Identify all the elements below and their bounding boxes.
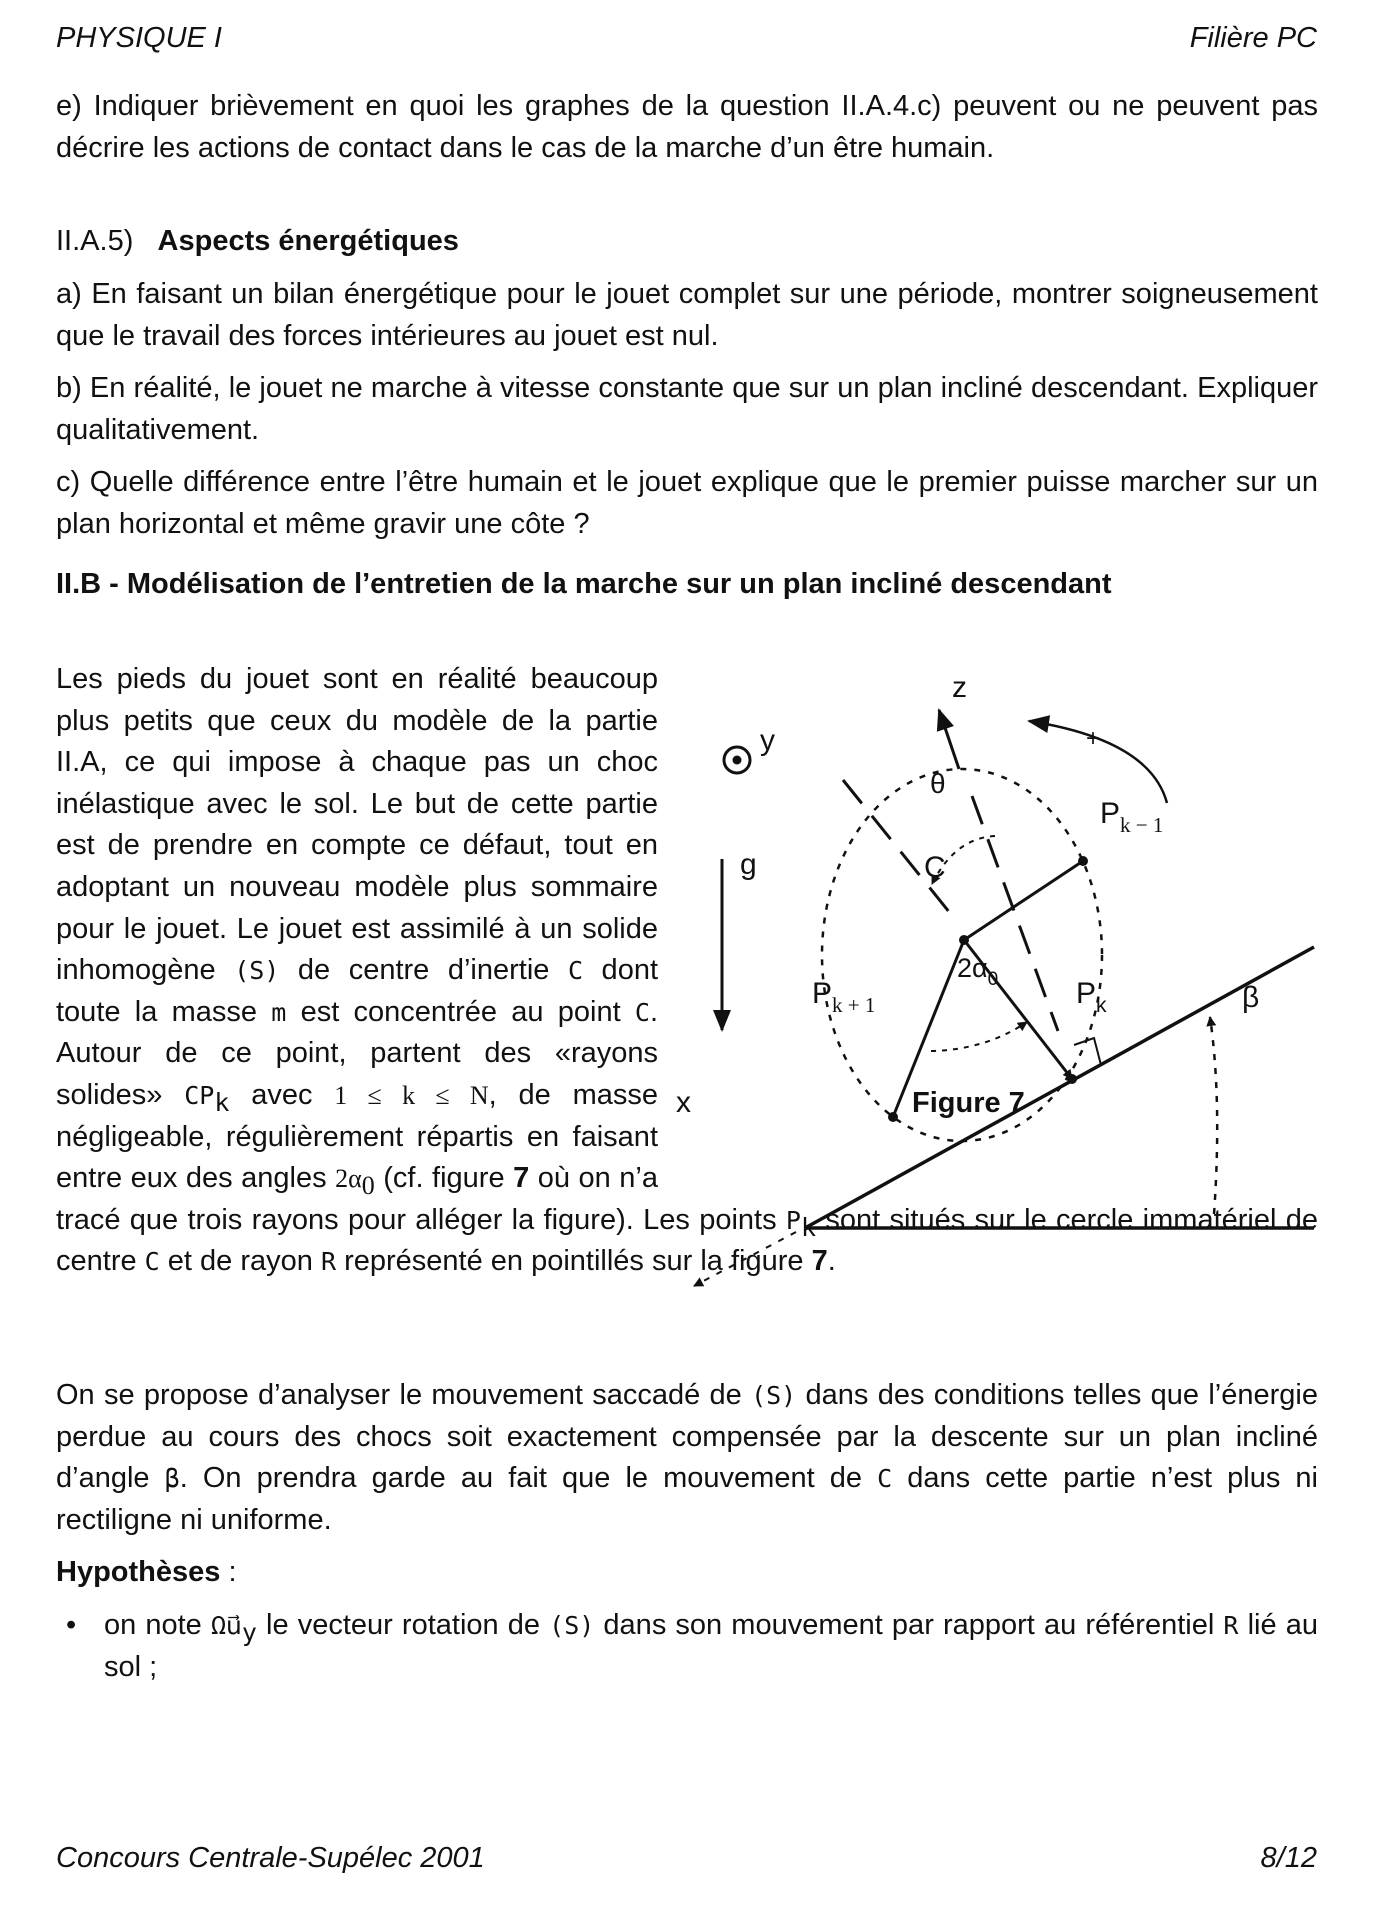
math: 2α	[335, 1164, 362, 1194]
math: C	[634, 997, 650, 1027]
question-a: a) En faisant un bilan énergétique pour le jouet complet sur une période, montrer soigneusement que le travail des forces intérieures au jouet est nul.	[56, 278, 1318, 352]
label-g: g	[740, 848, 757, 881]
dashed-line	[843, 780, 950, 913]
point-c	[959, 935, 969, 945]
math: (S)	[549, 1611, 595, 1640]
text: dans son mouvement par rapport au référentiel	[594, 1609, 1224, 1641]
text: sont situés sur le cercle immatériel de centre	[56, 1203, 1318, 1278]
question-e: e) Indiquer brièvement en quoi les graphes de la question II.A.4.c) peuvent ou ne peuvent pas décrire les actions de contact dans le cas de la marche d’un être humain.	[56, 90, 1318, 164]
header-track: Filière PC	[1189, 22, 1317, 54]
section-title: Aspects énergétiques	[157, 225, 459, 257]
beta-arc	[1210, 1017, 1217, 1214]
text: et de rayon	[159, 1245, 321, 1278]
bullet-icon: •	[66, 1609, 77, 1641]
label-two-alpha-0: $2\alpha_0$	[957, 953, 999, 990]
text: le vecteur rotation de	[256, 1609, 550, 1641]
label-x: x	[676, 1086, 691, 1119]
math: CP	[184, 1080, 215, 1110]
page-number: 8/12	[1260, 1842, 1317, 1874]
text: . Autour de ce point, partent des «rayons solides»	[56, 995, 659, 1111]
out-of-plane-dot	[733, 756, 742, 765]
label-p-k-minus-1: $P_{k - 1}$	[1100, 797, 1164, 837]
point-p-k	[1067, 1074, 1077, 1084]
math: C	[567, 956, 584, 986]
math: C	[144, 1247, 160, 1277]
label-p-k-plus-1: $P_{k + 1}$	[812, 977, 876, 1017]
text: On se propose d’analyser le mouvement saccadé de	[56, 1379, 752, 1411]
inclined-plane	[805, 947, 1314, 1228]
point-p-k-minus-1	[1078, 856, 1088, 866]
label-beta: β	[1242, 981, 1260, 1014]
point-p-k-plus-1	[888, 1112, 898, 1122]
label-plus: +	[1086, 725, 1101, 752]
math: C	[877, 1464, 893, 1494]
text: où on n’a tracé que trois rayons pour alléger la figure). Les points	[56, 1162, 786, 1236]
figure-caption: Figure 7	[912, 1087, 1025, 1119]
text: on note	[104, 1609, 211, 1641]
math: 1 ≤ k ≤ N	[334, 1080, 489, 1110]
question-b: b) En réalité, le jouet ne marche à vitesse constante que sur un plan incliné descendant. Expliquer qualitativement.	[56, 372, 1318, 446]
math: R	[1223, 1611, 1239, 1640]
header-subject: PHYSIQUE I	[56, 22, 222, 54]
label-y: y	[760, 724, 775, 757]
math: P	[785, 1205, 801, 1235]
section-number: II.A.5)	[56, 225, 134, 257]
math: R	[320, 1247, 337, 1277]
text: dans cette partie n’est plus ni rectiligne ni uniforme.	[56, 1462, 1318, 1536]
text: Les pieds du jouet sont en réalité beaucoup plus petits que ceux du modèle de la partie II.A, ce qui impose à chaque pas un choc inélastique avec le sol. Le but de cette partie est de prendre en compte ce défaut, tout en adoptant un nouveau modèle plus sommaire pour le jouet. Le jouet est assimilé à un solide inhomogène	[56, 663, 658, 987]
footer-contest: Concours Centrale-Supélec 2001	[56, 1842, 485, 1874]
math: (S)	[751, 1381, 797, 1410]
hypotheses-title: Hypothèses	[56, 1556, 221, 1588]
label-z: z	[952, 671, 967, 704]
question-c: c) Quelle différence entre l’être humain et le jouet explique que le premier puisse marcher sur un plan horizontal et même gravir une côte ?	[56, 466, 1318, 540]
right-angle-mark	[1074, 1038, 1101, 1065]
text: dans des conditions telles que l’énergie perdue au cours des chocs soit exactement compensée par la descente sur un plan incliné d’angle	[56, 1379, 1318, 1495]
dashed-line	[972, 796, 1058, 1031]
label-p-k: $P_k$	[1076, 977, 1107, 1017]
subscript: y	[241, 1617, 257, 1647]
label-c: C	[924, 851, 946, 884]
text: (cf. figure	[374, 1162, 514, 1195]
two-alpha-arc	[931, 1022, 1027, 1051]
ray-cp-k-minus-1	[964, 861, 1083, 940]
text: représenté en pointillés sur la figure	[336, 1245, 812, 1278]
subscript: 0	[361, 1170, 375, 1200]
math: β	[164, 1464, 180, 1494]
figure-ref: 7	[513, 1162, 530, 1195]
label-theta: θ	[930, 768, 946, 799]
math: m	[271, 997, 287, 1027]
subscript: k	[214, 1087, 230, 1117]
text: , de masse négligeable, régulièrement répartis en faisant entre eux des angles	[56, 1078, 658, 1195]
math: Ωu⃗	[210, 1611, 242, 1640]
x-axis-arrow	[694, 1232, 796, 1286]
text: dont toute la masse	[56, 954, 659, 1028]
text: .	[827, 1245, 836, 1278]
text: lié au sol ;	[104, 1609, 1318, 1683]
section-heading-b: II.B - Modélisation de l’entretien de la marche sur un plan incliné descendant	[56, 568, 1112, 600]
subscript: k	[800, 1212, 817, 1242]
text: est concentrée au point	[286, 995, 635, 1028]
z-axis-arrow	[939, 710, 959, 769]
text: . On prendra garde au fait que le mouvement de	[179, 1462, 878, 1495]
figure-ref: 7	[811, 1245, 828, 1278]
text: de centre d’inertie	[279, 954, 568, 987]
text: avec	[229, 1078, 335, 1111]
math: (S)	[234, 956, 280, 986]
text: :	[220, 1556, 237, 1588]
